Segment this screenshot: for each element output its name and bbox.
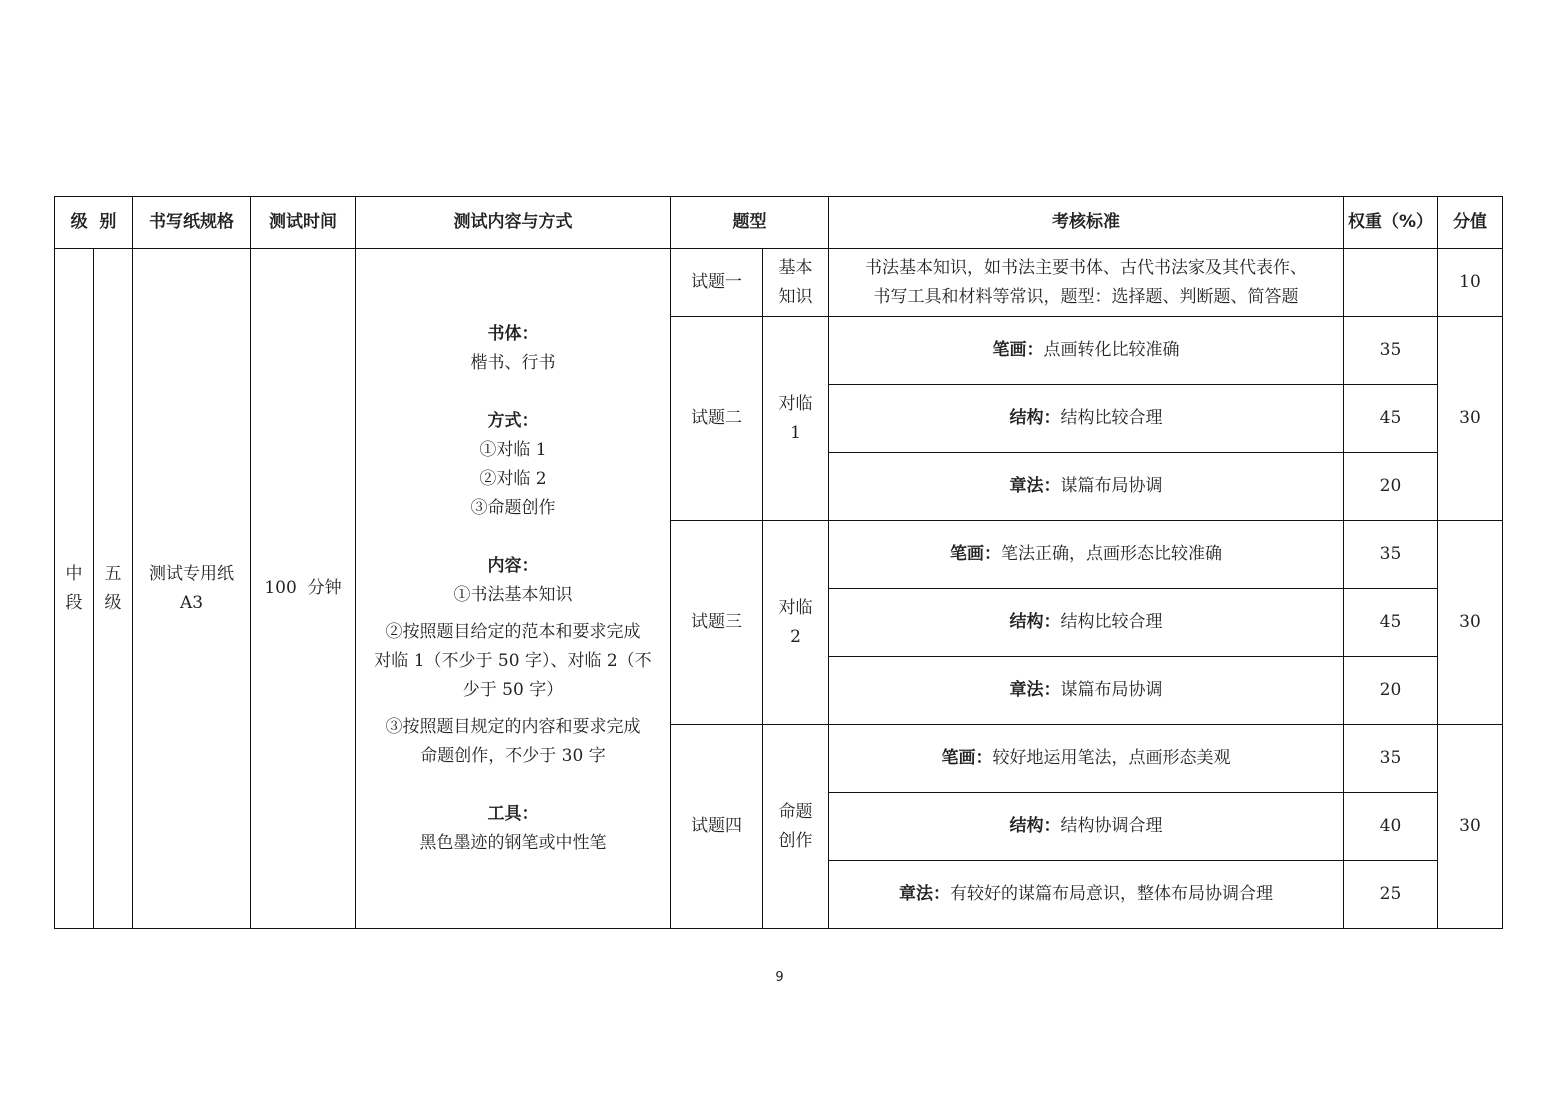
question-type-line: 基本 (778, 257, 813, 278)
weight-cell: 20 (1344, 657, 1438, 725)
weight-cell (1344, 249, 1438, 317)
weight-cell: 45 (1344, 589, 1438, 657)
header-paper: 书写纸规格 (133, 197, 251, 249)
method-heading: 方式： (487, 410, 539, 431)
grade-char-2: 级 (104, 592, 122, 613)
question-type (763, 725, 829, 929)
content-item-2-line-2: 对临 1（不少于 50 字）、对临 2（不 (374, 650, 652, 671)
question-type-line: 对临 (778, 393, 813, 414)
tool-heading: 工具： (487, 803, 539, 824)
criterion-cell (829, 317, 1344, 385)
weight-cell: 35 (1344, 725, 1438, 793)
content-item-2-line-1: ②按照题目给定的范本和要求完成 (385, 621, 641, 642)
criterion-text: 笔法正确，点画形态比较准确 (1001, 544, 1222, 564)
standard-line: 书写工具和材料等常识，题型：选择题、判断题、简答题 (873, 286, 1299, 307)
score-cell: 30 (1438, 725, 1503, 929)
content-item-3-line-2: 命题创作，不少于 30 字 (420, 745, 606, 766)
grade-cell (94, 249, 133, 929)
question-name: 试题四 (671, 725, 763, 929)
method-item: ③命题创作 (470, 497, 556, 518)
content-item-3-line-1: ③按照题目规定的内容和要求完成 (385, 716, 641, 737)
question-type-line: 对临 (778, 597, 813, 618)
score-cell: 30 (1438, 521, 1503, 725)
criterion-text: 有较好的谋篇布局意识，整体布局协调合理 (950, 884, 1273, 904)
criterion-cell (829, 657, 1344, 725)
criterion-cell (829, 521, 1344, 589)
method-item: ①对临 1 (479, 439, 547, 460)
criterion-text: 谋篇布局协调 (1060, 476, 1163, 496)
font-value: 楷书、行书 (470, 352, 556, 373)
weight-cell: 20 (1344, 453, 1438, 521)
criterion-label: 结构： (1009, 408, 1061, 428)
header-time: 测试时间 (251, 197, 356, 249)
content-item-2-line-3: 少于 50 字） (462, 679, 564, 700)
criterion-label: 章法： (899, 884, 950, 904)
criterion-label: 笔画： (950, 544, 1001, 564)
paper-cell (133, 249, 251, 929)
page-number: 9 (775, 970, 784, 985)
question-type-line: 命题 (778, 801, 813, 822)
criterion-label: 结构： (1009, 816, 1061, 836)
criterion-cell (829, 385, 1344, 453)
question-type-line: 创作 (778, 830, 813, 851)
criterion-label: 结构： (1009, 612, 1061, 632)
criterion-text: 结构协调合理 (1060, 816, 1163, 836)
weight-cell: 35 (1344, 317, 1438, 385)
question-name: 试题一 (671, 249, 763, 317)
font-heading: 书体： (487, 323, 539, 344)
standard-cell (829, 249, 1344, 317)
criterion-text: 结构比较合理 (1060, 408, 1163, 428)
criterion-cell (829, 725, 1344, 793)
score-cell: 10 (1438, 249, 1503, 317)
content-heading: 内容： (487, 555, 539, 576)
paper-line-1: 测试专用纸 (149, 563, 234, 584)
question-type-line: 知识 (778, 286, 813, 307)
paper-line-2: A3 (179, 592, 204, 613)
grade-char-1: 五 (104, 563, 122, 584)
criterion-cell (829, 861, 1344, 929)
stage-char-1: 中 (65, 563, 83, 584)
header-type: 题型 (671, 197, 829, 249)
criterion-label: 笔画： (992, 340, 1044, 360)
criterion-text: 结构比较合理 (1060, 612, 1163, 632)
criterion-cell (829, 793, 1344, 861)
tool-value: 黑色墨迹的钢笔或中性笔 (419, 832, 607, 853)
weight-cell: 40 (1344, 793, 1438, 861)
criterion-text: 点画转化比较准确 (1043, 340, 1180, 360)
stage-char-2: 段 (65, 592, 83, 613)
header-score: 分值 (1438, 197, 1503, 249)
weight-cell: 25 (1344, 861, 1438, 929)
content-cell (356, 249, 671, 929)
header-standard: 考核标准 (829, 197, 1344, 249)
criterion-cell (829, 453, 1344, 521)
score-cell: 30 (1438, 317, 1503, 521)
method-item: ②对临 2 (479, 468, 547, 489)
table-row (55, 249, 1503, 317)
criterion-label: 笔画： (941, 748, 993, 768)
criterion-label: 章法： (1009, 476, 1061, 496)
question-name: 试题二 (671, 317, 763, 521)
weight-cell: 45 (1344, 385, 1438, 453)
question-type-line: 2 (790, 626, 801, 647)
header-level: 级 别 (55, 197, 133, 249)
question-type (763, 317, 829, 521)
weight-cell: 35 (1344, 521, 1438, 589)
question-name: 试题三 (671, 521, 763, 725)
assessment-table (54, 196, 1503, 929)
question-type-line: 1 (790, 422, 801, 443)
stage-cell (55, 249, 94, 929)
question-type (763, 249, 829, 317)
standard-line: 书法基本知识，如书法主要书体、古代书法家及其代表作、 (865, 257, 1307, 278)
criterion-text: 较好地运用笔法，点画形态美观 (992, 748, 1231, 768)
criterion-cell (829, 589, 1344, 657)
criterion-label: 章法： (1009, 680, 1061, 700)
criterion-text: 谋篇布局协调 (1060, 680, 1163, 700)
header-weight: 权重（%） (1344, 197, 1438, 249)
header-content: 测试内容与方式 (356, 197, 671, 249)
content-item-1: ①书法基本知识 (453, 584, 573, 605)
question-type (763, 521, 829, 725)
table-header-row (55, 197, 1503, 249)
time-cell: 100 分钟 (251, 249, 356, 929)
